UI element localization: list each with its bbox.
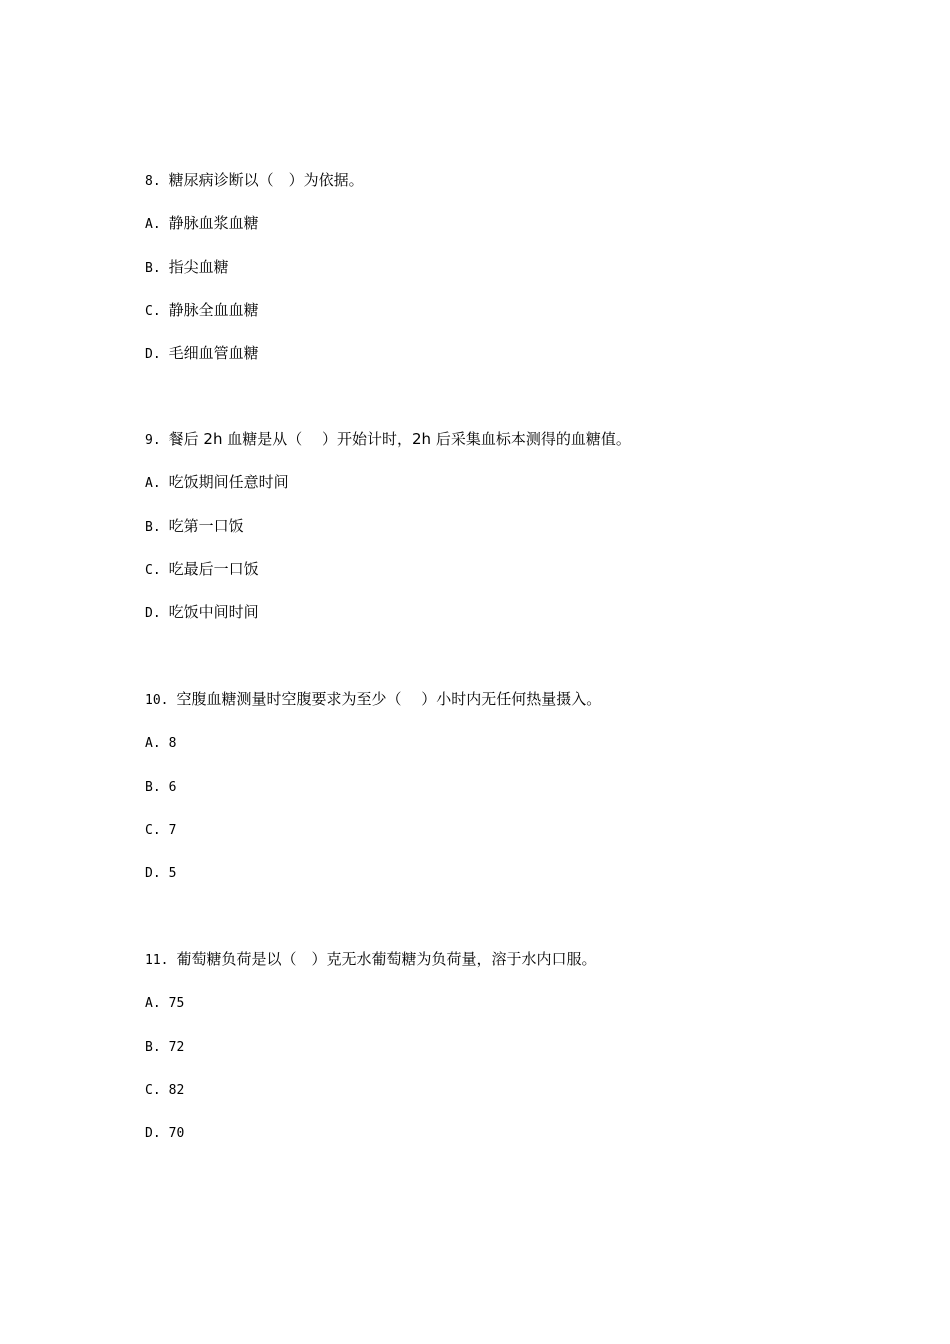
option-b — [145, 1036, 865, 1056]
option-c — [145, 300, 865, 320]
option-text: 吃饭期间任意时间 — [168, 473, 289, 492]
option-label: A. — [145, 476, 161, 492]
question-number: 11. — [145, 953, 169, 968]
question-11 — [145, 949, 865, 1142]
option-label: B. — [145, 779, 161, 795]
option-d — [145, 1122, 865, 1142]
question-stem — [145, 170, 865, 190]
option-text: 70 — [168, 1126, 185, 1142]
question-number: 8. — [145, 174, 161, 189]
option-d — [145, 602, 865, 622]
option-a — [145, 732, 865, 752]
option-text: 吃第一口饭 — [168, 516, 244, 535]
option-text: 5 — [168, 866, 177, 882]
option-b — [145, 776, 865, 796]
option-text: 指尖血糖 — [168, 257, 229, 276]
option-label: B. — [145, 519, 161, 535]
question-number: 10. — [145, 693, 169, 708]
option-text: 82 — [168, 1082, 185, 1098]
option-label: C. — [145, 822, 161, 838]
question-text: 空腹血糖测量时空腹要求为至少（ ）小时内无任何热量摄入。 — [176, 690, 602, 708]
question-8 — [145, 170, 865, 363]
option-d — [145, 343, 865, 363]
option-a — [145, 472, 865, 492]
option-c — [145, 819, 865, 839]
question-9 — [145, 429, 865, 622]
option-c — [145, 559, 865, 579]
option-b — [145, 516, 865, 536]
option-label: D. — [145, 1126, 161, 1142]
option-text: 静脉全血血糖 — [168, 300, 259, 319]
option-text: 毛细血管血糖 — [168, 344, 259, 363]
question-text: 葡萄糖负荷是以（ ）克无水葡萄糖为负荷量，溶于水内口服。 — [176, 950, 597, 968]
option-label: C. — [145, 562, 161, 578]
option-label: A. — [145, 736, 161, 752]
option-d — [145, 862, 865, 882]
option-text: 72 — [168, 1039, 185, 1055]
question-10 — [145, 689, 865, 882]
option-label: D. — [145, 866, 161, 882]
option-label: B. — [145, 1039, 161, 1055]
option-label: D. — [145, 606, 161, 622]
option-label: A. — [145, 217, 161, 233]
option-text: 吃饭中间时间 — [168, 603, 259, 622]
question-number: 9. — [145, 433, 161, 448]
option-a — [145, 992, 865, 1012]
option-a — [145, 213, 865, 233]
question-stem — [145, 949, 865, 969]
option-text: 6 — [168, 779, 177, 795]
option-b — [145, 257, 865, 277]
option-text: 7 — [168, 822, 177, 838]
question-text: 餐后 2h 血糖是从（ ）开始计时，2h 后采集血标本测得的血糖值。 — [168, 430, 631, 448]
option-text: 吃最后一口饭 — [168, 559, 259, 578]
option-label: A. — [145, 996, 161, 1012]
question-stem — [145, 429, 865, 449]
option-label: C. — [145, 303, 161, 319]
option-label: B. — [145, 260, 161, 276]
option-text: 75 — [168, 996, 185, 1012]
option-text: 8 — [168, 736, 177, 752]
question-text: 糖尿病诊断以（ ）为依据。 — [168, 171, 364, 189]
option-c — [145, 1079, 865, 1099]
question-stem — [145, 689, 865, 709]
option-text: 静脉血浆血糖 — [168, 214, 259, 233]
option-label: C. — [145, 1082, 161, 1098]
option-label: D. — [145, 347, 161, 363]
